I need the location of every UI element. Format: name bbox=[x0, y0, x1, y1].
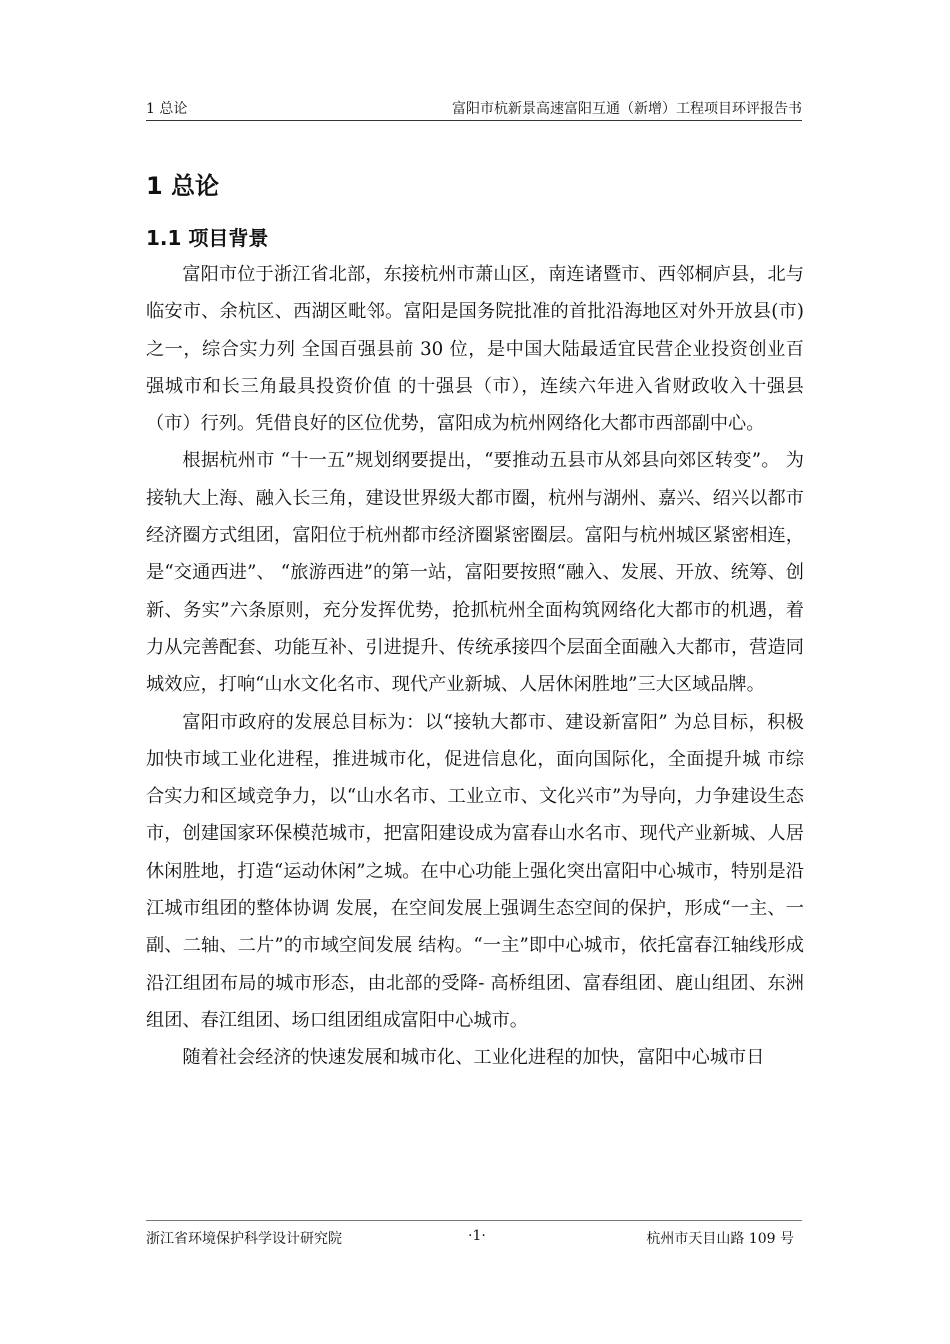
header-report-title: 富阳市杭新景高速富阳互通（新增）工程项目环评报告书 bbox=[452, 101, 802, 117]
paragraph: 根据杭州市 “十一五”规划纲要提出，“要推动五县市从郊县向郊区转变”。 为接轨大上海、融入长三角，建设世界级大都市圈，杭州与湖州、嘉兴、绍兴以都市经济圈方式组团，富阳位于杭州都市经济圈紧密圈层。富阳与杭州城区紧密相连，是“交通西进”、 “旅游西进”的第一站，富阳要按照“融入、发展、开放、统筹、创新、务实”六条原则，充分发挥优势，抢抓杭州全面构筑网络化大都市的机遇，着力从完善配套、功能互补、引进提升、传统承接四个层面全面融入大都市，营造同城效应，打响“山水文化名市、现代产业新城、人居休闲胜地”三大区域品牌。 bbox=[146, 450, 804, 696]
body-text bbox=[146, 256, 804, 1077]
section-heading: 1.1 项目背景 bbox=[146, 226, 269, 250]
page-number: ·1· bbox=[468, 1228, 486, 1244]
footer-address: 杭州市天目山路 109 号 bbox=[646, 1231, 794, 1247]
paragraph: 富阳市位于浙江省北部，东接杭州市萧山区，南连诸暨市、西邻桐庐县，北与临安市、余杭区、西湖区毗邻。富阳是国务院批准的首批沿海地区对外开放县(市)之一，综合实力列 全国百强县前 30 位，是中国大陆最适宜民营企业投资创业百强城市和长三角最具投资价值 的十强县（市），连续六年进入省财政收入十强县（市）行列。凭借良好的区位优势，富阳成为杭州网络化大都市西部副中心。 bbox=[146, 264, 804, 435]
paragraph: 随着社会经济的快速发展和城市化、工业化进程的加快，富阳中心城市日 bbox=[182, 1047, 765, 1069]
paragraph: 富阳市政府的发展总目标为：以“接轨大都市、建设新富阳” 为总目标，积极加快市域工业化进程，推进城市化，促进信息化，面向国际化，全面提升城 市综合实力和区域竞争力，以“山水名市、工业立市、文化兴市”为导向，力争建设生态市，创建国家环保模范城市，把富阳建设成为富春山水名市、现代产业新城、人居休闲胜地，打造“运动休闲”之城。在中心功能上强化突出富阳中心城市，特别是沿江城市组团的整体协调 发展，在空间发展上强调生态空间的保护，形成“一主、一副、二轴、二片”的市域空间发展 结构。“一主”即中心城市，依托富春江轴线形成沿江组团布局的城市形态，由北部的受降- 高桥组团、富春组团、鹿山组团、东洲组团、春江组团、场口组团组成富阳中心城市。 bbox=[146, 711, 804, 1031]
page-header bbox=[146, 94, 802, 121]
footer-organization: 浙江省环境保护科学设计研究院 bbox=[146, 1231, 342, 1247]
chapter-heading: 1 总论 bbox=[146, 172, 220, 200]
header-chapter: 1 总论 bbox=[146, 101, 188, 117]
page-footer bbox=[146, 1220, 802, 1247]
